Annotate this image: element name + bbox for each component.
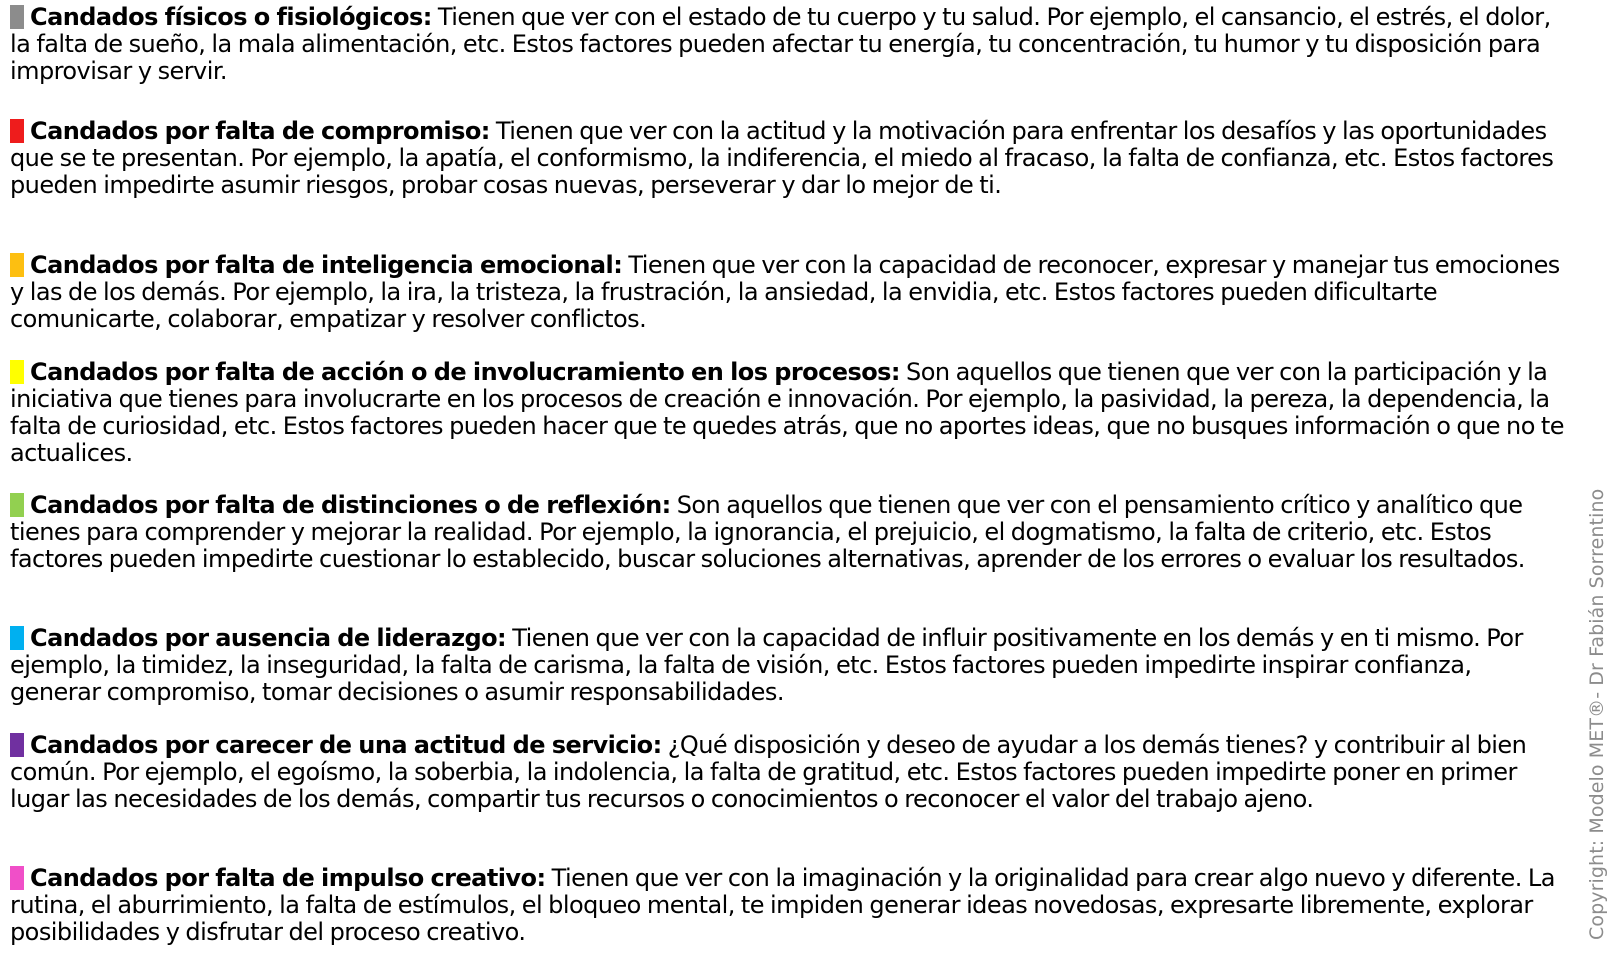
green-square-icon	[10, 493, 24, 517]
orange-square-icon	[10, 253, 24, 277]
paragraph-heading: Candados físicos o fisiológicos:	[30, 3, 432, 31]
paragraph-heading: Candados por falta de distinciones o de reflexión:	[30, 491, 671, 519]
paragraph-heading: Candados por falta de compromiso:	[30, 117, 490, 145]
pink-square-icon	[10, 866, 24, 890]
paragraph-physical-locks	[10, 4, 1565, 85]
paragraph-body: Tienen que ver con el estado de tu cuerpo y tu salud. Por ejemplo, el cansancio, el estrés, el dolor, la falta de sueño, la mala alimentación, etc. Estos factores pueden afectar tu energía, tu concentración, tu humor y tu disposición para improvisar y servir.	[10, 3, 1551, 85]
paragraph-service-locks	[10, 732, 1565, 813]
paragraph-body: Son aquellos que tienen que ver con la participación y la iniciativa que tienes para involucrarte en los procesos de creación e innovación. Por ejemplo, la pasividad, la pereza, la dependencia, la falta de curiosidad, etc. Estos factores pueden hacer que te quedes atrás, que no aportes ideas, que no busques información o que no te actualices.	[10, 358, 1564, 467]
paragraph-body: Tienen que ver con la capacidad de influir positivamente en los demás y en ti mismo. Por ejemplo, la timidez, la inseguridad, la falta de carisma, la falta de visión, etc. Estos factores pueden impedirte inspirar confianza, generar compromiso, tomar decisiones o asumir responsabilidades.	[10, 624, 1523, 706]
paragraph-creative-locks	[10, 865, 1565, 946]
paragraph-heading: Candados por falta de inteligencia emocional:	[30, 251, 623, 279]
paragraph-heading: Candados por ausencia de liderazgo:	[30, 624, 507, 652]
paragraph-action-locks	[10, 359, 1565, 467]
copyright-notice: Copyright: Modelo MET®- Dr Fabián Sorrentino	[1586, 488, 1608, 940]
paragraph-heading: Candados por falta de impulso creativo:	[30, 864, 546, 892]
blue-square-icon	[10, 626, 24, 650]
purple-square-icon	[10, 733, 24, 757]
paragraph-heading: Candados por carecer de una actitud de servicio:	[30, 731, 662, 759]
paragraph-body: Son aquellos que tienen que ver con el pensamiento crítico y analítico que tienes para comprender y mejorar la realidad. Por ejemplo, la ignorancia, el prejuicio, el dogmatismo, la falta de criterio, etc. Estos factores pueden impedirte cuestionar lo establecido, buscar soluciones alternativas, aprender de los errores o evaluar los resultados.	[10, 491, 1525, 573]
yellow-square-icon	[10, 360, 24, 384]
red-square-icon	[10, 119, 24, 143]
paragraph-commitment-locks	[10, 118, 1565, 199]
paragraph-body: ¿Qué disposición y deseo de ayudar a los demás tienes? y contribuir al bien común. Por ejemplo, el egoísmo, la soberbia, la indolencia, la falta de gratitud, etc. Estos factores pueden impedirte poner en primer lugar las necesidades de los demás, compartir tus recursos o conocimientos o reconocer el valor del trabajo ajeno.	[10, 731, 1527, 813]
paragraph-body: Tienen que ver con la actitud y la motivación para enfrentar los desafíos y las oportunidades que se te presentan. Por ejemplo, la apatía, el conformismo, la indiferencia, el miedo al fracaso, la falta de confianza, etc. Estos factores pueden impedirte asumir riesgos, probar cosas nuevas, perseverar y dar lo mejor de ti.	[10, 117, 1554, 199]
paragraph-body: Tienen que ver con la imaginación y la originalidad para crear algo nuevo y diferente. La rutina, el aburrimiento, la falta de estímulos, el bloqueo mental, te impiden generar ideas novedosas, expresarte libremente, explorar posibilidades y disfrutar del proceso creativo.	[10, 864, 1555, 946]
paragraph-body: Tienen que ver con la capacidad de reconocer, expresar y manejar tus emociones y las de los demás. Por ejemplo, la ira, la tristeza, la frustración, la ansiedad, la envidia, etc. Estos factores pueden dificultarte comunicarte, colaborar, empatizar y resolver conflictos.	[10, 251, 1560, 333]
paragraph-reflection-locks	[10, 492, 1565, 573]
paragraph-leadership-locks	[10, 625, 1565, 706]
paragraph-emotional-intelligence-locks	[10, 252, 1565, 333]
paragraph-heading: Candados por falta de acción o de involucramiento en los procesos:	[30, 358, 900, 386]
gray-square-icon	[10, 5, 24, 29]
